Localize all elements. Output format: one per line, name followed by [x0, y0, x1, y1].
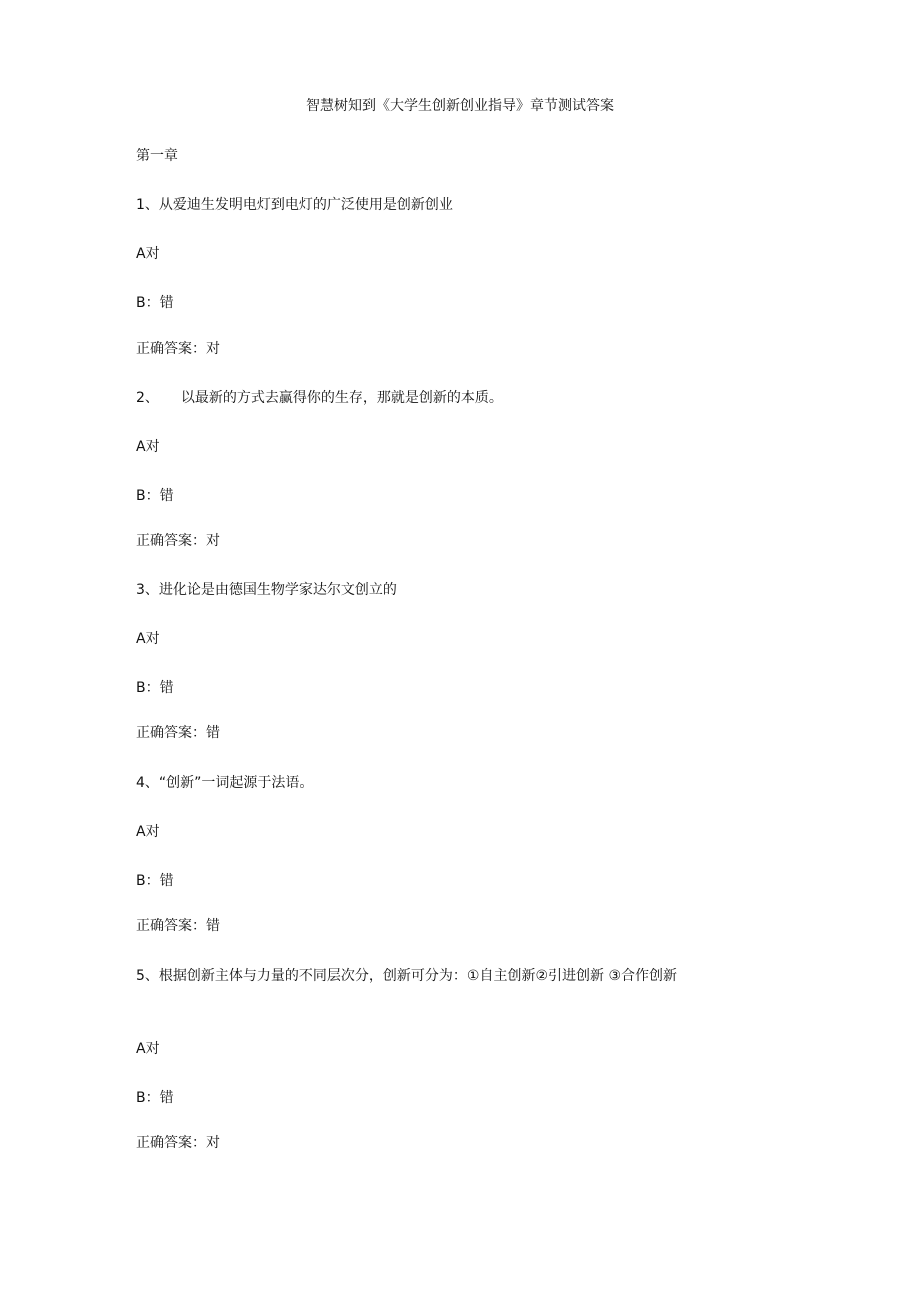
question-1: [136, 196, 453, 214]
question-text: 从爱迪生发明电灯到电灯的广泛使用是创新创业: [158, 197, 453, 213]
question-text: “创新”一词起源于法语。: [158, 775, 314, 791]
question-1-option-a: A对: [136, 246, 160, 262]
answer-label: 正确答案：: [136, 1135, 206, 1151]
chapter-heading: 第一章: [136, 148, 178, 164]
question-5-option-a: A对: [136, 1041, 160, 1057]
question-3-option-b: B：错: [136, 680, 174, 696]
question-number: 4、: [136, 775, 159, 791]
question-4: [136, 774, 313, 792]
answer-value: 对: [206, 341, 220, 357]
answer-value: 错: [206, 918, 220, 934]
question-5-option-b: B：错: [136, 1090, 174, 1106]
question-number: 3、: [136, 582, 159, 598]
document-title: 智慧树知到《大学生创新创业指导》章节测试答案: [306, 98, 614, 114]
answer-value: 对: [206, 533, 220, 549]
question-number: 5、: [136, 968, 159, 984]
question-text: 进化论是由德国生物学家达尔文创立的: [158, 582, 397, 598]
question-2-answer: [136, 532, 220, 550]
answer-label: 正确答案：: [136, 533, 206, 549]
question-text: 根据创新主体与力量的不同层次分，创新可分为：①自主创新②引进创新 ③合作创新: [158, 968, 678, 984]
question-5: [136, 968, 736, 984]
question-3-answer: [136, 724, 220, 742]
answer-label: 正确答案：: [136, 341, 206, 357]
question-2-option-b: B：错: [136, 488, 174, 504]
question-4-option-a: A对: [136, 824, 160, 840]
question-5-answer: [136, 1134, 220, 1152]
question-2-option-a: A对: [136, 439, 160, 455]
answer-label: 正确答案：: [136, 918, 206, 934]
answer-label: 正确答案：: [136, 725, 206, 741]
question-text: 以最新的方式去赢得你的生存，那就是创新的本质。: [180, 390, 503, 406]
question-3-option-a: A对: [136, 631, 160, 647]
question-1-option-b: B：错: [136, 295, 174, 311]
answer-value: 错: [206, 725, 220, 741]
answer-value: 对: [206, 1135, 220, 1151]
question-number: 2、: [136, 390, 159, 406]
question-4-option-b: B：错: [136, 873, 174, 889]
question-1-answer: [136, 340, 220, 358]
question-4-answer: [136, 917, 220, 935]
question-2: [136, 389, 503, 407]
question-3: [136, 581, 397, 599]
question-number: 1、: [136, 197, 159, 213]
